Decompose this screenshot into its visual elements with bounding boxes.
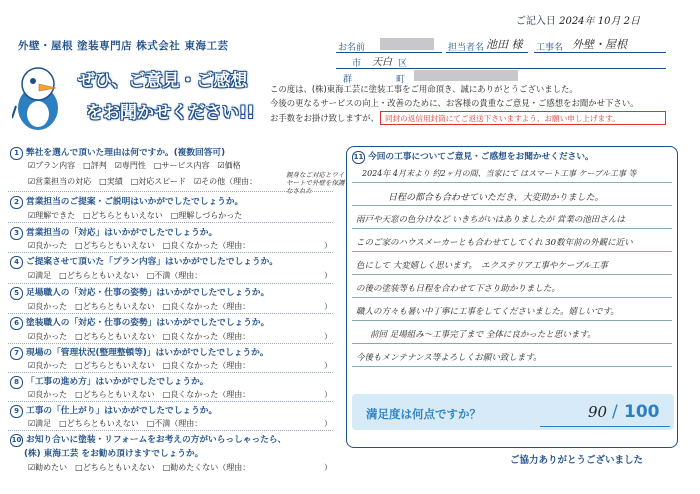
question-4: 4 ご提案させて頂いた「プラン内容」はいかがでしたでしょうか。 — [10, 255, 278, 269]
divider — [8, 430, 333, 431]
bracket-close: ） — [324, 361, 332, 370]
bracket-close: ） — [324, 419, 332, 428]
question-4-options[interactable]: ☑満足 □どちらともいえない □不満（理由： — [28, 271, 203, 280]
divider — [8, 283, 333, 284]
bracket-close: ） — [324, 302, 332, 311]
comment-rule — [352, 205, 672, 206]
intro-line-2: 今後の更なるサービスの向上・改善のために、お客様の貴重なご意見・ご感想をお聞かせ下さい。 — [270, 98, 639, 108]
question-5: 5 足場職人の「対応・仕事の姿勢」はいかがでしたでしょうか。 — [10, 286, 269, 300]
comment-line-1: 2024年 4月末より 約2ヶ月の間、当家にて はスマート工事 ケーブル工事 等 — [362, 169, 637, 178]
question-9-options[interactable]: ☑満足 □どちらともいえない □不満（理由： — [28, 419, 203, 428]
comment-line-8: 前回 足場組み～工事完了まで 全体に良かったと思います。 — [370, 330, 596, 340]
divider — [8, 343, 333, 344]
bracket-close: ） — [324, 271, 332, 280]
address-redacted — [414, 70, 518, 81]
question-6-options[interactable]: ☑良かった □どちらともいえない □良くなかった（理由： — [28, 332, 251, 341]
comment-rule — [352, 274, 672, 275]
date-value: 2024年 10月 2日 — [559, 16, 640, 27]
work-label: 工事名 — [536, 43, 564, 53]
satisfaction-question: 満足度は何点ですか？ — [366, 407, 481, 421]
comment-rule — [352, 251, 672, 252]
question-1-options-row1[interactable]: ☑プラン内容 □評判 ☑専門性 □サービス内容 ☑価格 — [28, 161, 241, 170]
date-label: ご記入日 — [515, 16, 556, 27]
question-10: 10 お知り合いに塗装・リフォームをお考えの方がいらっしゃったら、 — [11, 435, 287, 445]
address-underline — [336, 68, 666, 69]
name-label: お名前 — [338, 43, 366, 53]
score-max: 100 — [624, 402, 660, 422]
question-7-options[interactable]: ☑良かった □どちらともいえない □良くなかった（理由： — [28, 361, 251, 370]
intro-line-3: お手数をお掛け致しますが、 — [270, 113, 379, 123]
ward-label: 区 — [398, 59, 408, 69]
district-label: 群 — [343, 75, 353, 85]
divider — [8, 222, 333, 223]
return-notice: 同封の返信用封筒にてご返送下さいますよう、お願い申し上げます。 — [380, 111, 666, 125]
score-underline — [540, 426, 670, 427]
question-1: 1 弊社を選んで頂いた理由は何ですか。(複数回答可) — [10, 146, 225, 160]
bracket-close: ） — [324, 241, 332, 250]
comment-line-4: このご家のハウスメーカーとも合わせてしてくれ 30数年前の外観に近い — [356, 238, 633, 248]
divider — [8, 191, 333, 192]
question-9: 9 工事の「仕上がり」はいかがでしたでしょうか。 — [10, 404, 217, 418]
question-1-options-row2[interactable]: ☑営業担当の対応 □実績 □対応スピード ☑その他（理由： — [28, 177, 258, 186]
intro-line-1: この度は、(株)東海工芸に塗装工事をご用命頂き、誠にありがとうございました。 — [270, 84, 578, 94]
comment-line-7: 職人の方々も暑い中丁寧に工事をしてくださいました。嬉しいです。 — [356, 307, 619, 317]
bracket-close: ） — [324, 332, 332, 341]
town-label: 町 — [396, 75, 406, 85]
divider — [8, 313, 333, 314]
staff-value: 池田 様 — [486, 38, 523, 51]
comment-line-5: 色にして 大変嬉しく思います。 エクステリア工事やケーブル工事 — [356, 261, 608, 271]
question-1-other-reason: 親身なご対応とワイヤートで外壁を保護なされた — [286, 171, 345, 195]
score-slash: / — [612, 402, 618, 422]
question-5-options[interactable]: ☑良かった □どちらともいえない □良くなかった（理由： — [28, 302, 251, 311]
question-11: 11 今回の工事についてご意見・ご感想をお聞かせください。 — [353, 152, 594, 162]
question-10-line-2: (株) 東海工芸 をお勧め頂けますでしょうか。 — [24, 449, 204, 459]
question-8: 8 「工事の進め方」はいかがでしたでしょうか。 — [10, 375, 208, 389]
date-field — [516, 12, 640, 27]
banner-line-1: ぜひ、ご意見・ご感想 — [78, 71, 248, 91]
work-value: 外壁・屋根 — [572, 38, 627, 51]
company-name: 外壁・屋根 塗装専門店 株式会社 東海工芸 — [18, 40, 229, 52]
city-value: 天白 — [372, 57, 392, 68]
staff-label: 担当者名 — [448, 43, 485, 53]
work-underline — [534, 52, 666, 53]
question-3-options[interactable]: ☑良かった □どちらともいえない □良くなかった（理由： — [28, 241, 251, 250]
satisfaction-score[interactable]: 90 — [588, 403, 608, 421]
question-7: 7 現場の「管理状況(整理整頓等)」はいかがでしたでしょうか。 — [10, 346, 269, 360]
divider — [8, 401, 333, 402]
bracket-close: ） — [324, 463, 332, 472]
comment-line-9: 今後もメンテナンス等よろしくお願い致します。 — [356, 353, 542, 363]
city-label: 市 — [352, 59, 362, 69]
question-6: 6 塗装職人の「対応・仕事の姿勢」はいかがでしたでしょうか。 — [10, 316, 269, 330]
comment-line-6: の後の塗装等も日程を合わせて下さり助かりました。 — [356, 284, 561, 294]
banner-line-2: をお聞かせください!! — [86, 103, 255, 123]
bracket-close: ） — [324, 390, 332, 399]
comment-rule — [352, 320, 672, 321]
comment-rule — [352, 343, 672, 344]
question-2: 2 営業担当のご提案・ご説明はいかがでしたでしょうか。 — [10, 195, 243, 209]
comment-rule — [352, 297, 672, 298]
comment-rule — [352, 228, 672, 229]
divider — [8, 252, 333, 253]
thanks-message: ご協力ありがとうございました — [510, 455, 644, 466]
question-10-options[interactable]: ☑勧めたい □どちらともいえない □勧めたくない（理由： — [28, 463, 251, 472]
question-3: 3 営業担当の「対応」はいかがでしたでしょうか。 — [10, 226, 217, 240]
comment-rule — [352, 182, 672, 183]
bird-mascot-icon — [12, 62, 64, 132]
divider — [8, 372, 333, 373]
staff-underline — [446, 52, 528, 53]
comment-line-2: 日程の都合も合わせていただき、大変助かりました。 — [388, 193, 604, 203]
comment-line-3: 雨戸や天窓の色分けなど いきちがいはありましたが 営業の池田さんは — [356, 215, 625, 225]
question-8-options[interactable]: ☑良かった □どちらともいえない □良くなかった（理由： — [28, 390, 251, 399]
question-2-options[interactable]: ☑理解できた □どちらともいえない □理解しづらかった — [28, 211, 243, 220]
comment-rule — [352, 366, 672, 367]
name-redacted — [380, 38, 434, 50]
